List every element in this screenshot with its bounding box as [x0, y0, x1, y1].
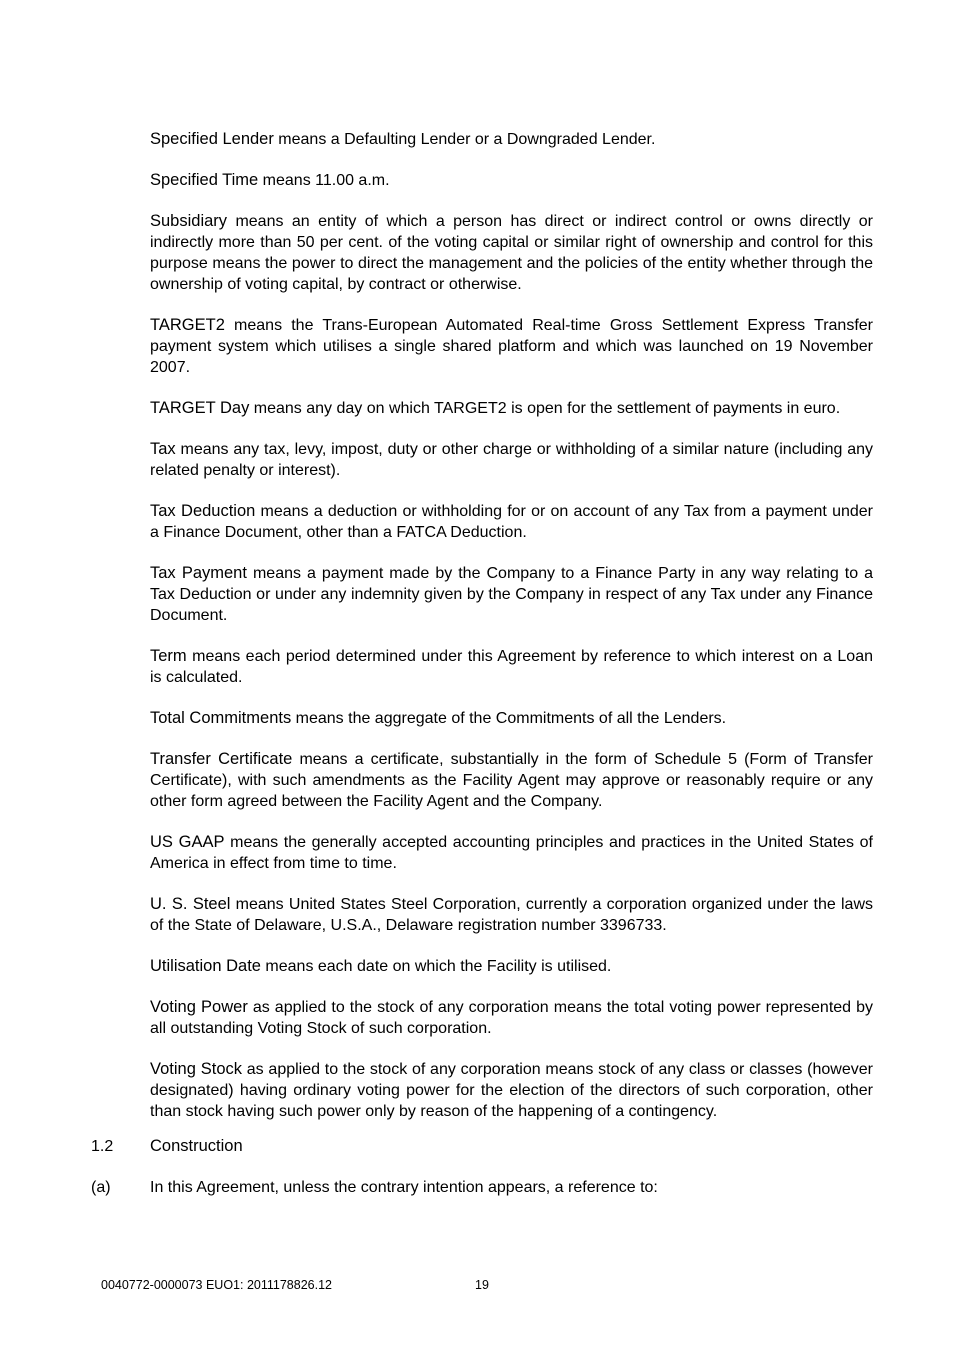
- defined-term: Tax Deduction: [150, 502, 256, 520]
- section-number: 1.2: [91, 1138, 114, 1155]
- definition-text: means a deduction or withholding for or on account of any Tax from a payment under a Finance Document, other than a FATCA Deduction.: [150, 503, 873, 541]
- definition-text: means the aggregate of the Commitments of all the Lenders.: [291, 710, 727, 727]
- definition-voting-stock: [150, 1059, 873, 1122]
- definition-specified-time: [150, 170, 873, 191]
- section-title: Construction: [150, 1137, 243, 1155]
- clause-text: In this Agreement, unless the contrary intention appears, a reference to:: [150, 1179, 658, 1196]
- defined-term: Voting Stock: [150, 1060, 243, 1078]
- definition-tax: [150, 439, 873, 481]
- defined-term: Subsidiary: [150, 212, 228, 230]
- definition-text: means any day on which TARGET2 is open for the settlement of payments in euro.: [249, 400, 841, 417]
- defined-term: Specified Time: [150, 171, 259, 189]
- footer-page-number: 19: [475, 1278, 489, 1292]
- footer-document-reference: 0040772-0000073 EUO1: 2011178826.12: [101, 1278, 332, 1292]
- defined-term: Total Commitments: [150, 709, 292, 727]
- definition-us-steel: [150, 894, 873, 936]
- definition-text: means a Defaulting Lender or a Downgraded Lender.: [273, 131, 656, 148]
- definition-text: means a payment made by the Company to a Finance Party in any way relating to a Tax Deduction or under any indemnity given by the Company in respect of any Tax under any Finance Document.: [150, 565, 874, 624]
- definition-transfer-certificate: [150, 749, 873, 812]
- defined-term: US GAAP: [150, 833, 225, 851]
- defined-term: Utilisation Date: [150, 957, 261, 975]
- clause-label: (a): [91, 1179, 111, 1196]
- definition-total-commitments: [150, 708, 873, 729]
- definition-tax-deduction: [150, 501, 873, 543]
- defined-term: Term: [150, 647, 187, 665]
- definition-text: means 11.00 a.m.: [258, 172, 390, 189]
- definition-text: means an entity of which a person has direct or indirect control or owns directly or indirectly more than 50 per cent. of the voting capital or similar right of ownership and control for this purpose means the power to direct the management and the policies of the entity whether through the ownership of voting capital, by contract or otherwise.: [150, 213, 873, 293]
- definition-text: means the generally accepted accounting principles and practices in the United States of America in effect from time to time.: [150, 834, 874, 872]
- definition-text: means the Trans-European Automated Real-time Gross Settlement Express Transfer payment system which utilises a single shared platform and which was launched on 19 November 2007.: [150, 317, 873, 376]
- definition-text: means any tax, levy, impost, duty or other charge or withholding of a similar nature (including any related penalty or interest).: [150, 441, 873, 479]
- definition-specified-lender: [150, 129, 873, 150]
- definition-voting-power: [150, 997, 873, 1039]
- defined-term: TARGET2: [150, 316, 225, 334]
- definition-text: as applied to the stock of any corporation means the total voting power represented by all outstanding Voting Stock of such corporation.: [150, 999, 873, 1037]
- defined-term: U. S. Steel: [150, 895, 231, 913]
- definition-tax-payment: [150, 563, 873, 626]
- definitions-list: [150, 129, 873, 1142]
- defined-term: TARGET Day: [150, 399, 250, 417]
- defined-term: Specified Lender: [150, 130, 274, 148]
- defined-term: Tax Payment: [150, 564, 247, 582]
- defined-term: Tax: [150, 440, 176, 458]
- definition-utilisation-date: [150, 956, 873, 977]
- definition-text: as applied to the stock of any corporation means stock of any class or classes (however designated) having ordinary voting power for the election of the directors of such corporation, other than stock having such power only by reason of the happening of a contingency.: [150, 1061, 873, 1120]
- definition-subsidiary: [150, 211, 873, 295]
- defined-term: Transfer Certificate: [150, 750, 293, 768]
- definition-us-gaap: [150, 832, 873, 874]
- definition-text: means United States Steel Corporation, currently a corporation organized under the laws of the State of Delaware, U.S.A., Delaware registration number 3396733.: [150, 896, 874, 934]
- definition-text: means a certificate, substantially in the form of Schedule 5 (Form of Transfer Certificate), with such amendments as the Facility Agent may approve or reasonably require or any other form agreed between the Facility Agent and the Company.: [150, 751, 873, 810]
- definition-target-day: [150, 398, 873, 419]
- definition-text: means each period determined under this Agreement by reference to which interest on a Loan is calculated.: [150, 648, 873, 686]
- definition-target2: [150, 315, 873, 378]
- definition-text: means each date on which the Facility is utilised.: [260, 958, 612, 975]
- defined-term: Voting Power: [150, 998, 248, 1016]
- definition-term: [150, 646, 873, 688]
